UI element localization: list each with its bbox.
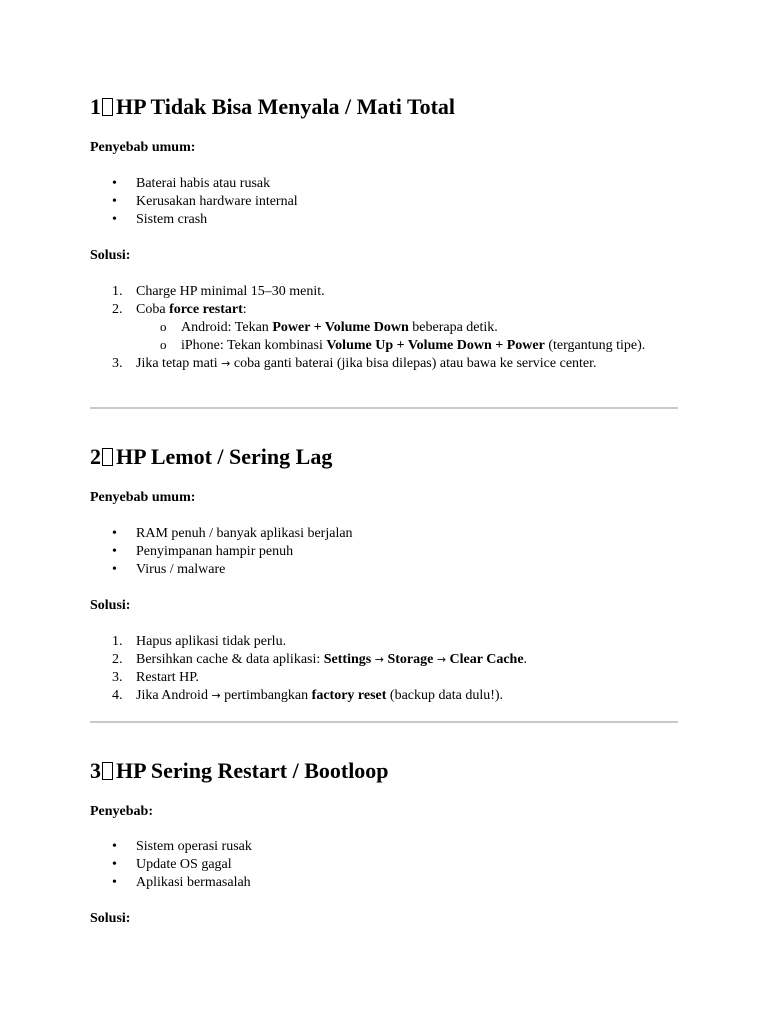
section-1-causes-list — [90, 175, 678, 229]
list-item: • Penyimpanan hampir penuh — [90, 543, 678, 561]
section-1-sublist — [136, 319, 678, 355]
section-1-heading — [90, 94, 455, 120]
list-item: 2. Coba force restart: o Android: Tekan Power + Volume Down beberapa detik. o iPhone: Tekan kombinasi Volume Up + Volume Down + Power (tergantung tipe). — [90, 301, 678, 355]
horizontal-divider — [90, 721, 678, 723]
sub-list-item: o Android: Tekan Power + Volume Down beberapa detik. — [136, 319, 678, 337]
section-2-number: 2 — [90, 444, 101, 469]
section-3-heading — [90, 758, 389, 784]
missing-glyph-box — [102, 98, 113, 116]
list-item: • Kerusakan hardware internal — [90, 193, 678, 211]
list-item: 1. Hapus aplikasi tidak perlu. — [112, 634, 287, 649]
arrow-icon: → — [221, 357, 231, 370]
sub-list-item: o iPhone: Tekan kombinasi Volume Up + Volume Down + Power (tergantung tipe). — [136, 337, 678, 355]
section-3-causes-list — [90, 838, 678, 892]
section-2-title: HP Lemot / Sering Lag — [116, 444, 333, 469]
section-2-causes-label: Penyebab umum: — [90, 490, 196, 505]
section-3-number: 3 — [90, 758, 101, 783]
section-3-causes-label: Penyebab: — [90, 804, 153, 819]
arrow-icon: → — [374, 653, 384, 666]
section-1-title: HP Tidak Bisa Menyala / Mati Total — [116, 94, 456, 119]
section-1-solution-label: Solusi: — [90, 248, 131, 263]
list-item: • Virus / malware — [90, 561, 678, 579]
horizontal-divider — [90, 407, 678, 409]
section-1-number: 1 — [90, 94, 101, 119]
arrow-icon: → — [211, 689, 221, 702]
list-item: • RAM penuh / banyak aplikasi berjalan — [90, 525, 678, 543]
section-2-causes-list — [90, 525, 678, 579]
section-1-causes-label: Penyebab umum: — [90, 140, 196, 155]
list-item: 4. Jika Android → pertimbangkan factory reset (backup data dulu!). — [112, 688, 504, 703]
list-item: • Baterai habis atau rusak — [90, 175, 678, 193]
section-3-title: HP Sering Restart / Bootloop — [116, 758, 389, 783]
missing-glyph-box — [102, 448, 113, 466]
section-2-solution-list — [90, 633, 678, 705]
list-item: • Update OS gagal — [90, 856, 678, 874]
section-2-heading — [90, 444, 332, 470]
section-1-solution-list — [90, 283, 678, 373]
list-item: 2. Bersihkan cache & data aplikasi: Settings → Storage → Clear Cache. — [112, 652, 528, 667]
list-item: • Sistem operasi rusak — [90, 838, 678, 856]
arrow-icon: → — [436, 653, 447, 666]
list-item: 1. Charge HP minimal 15–30 menit. — [112, 284, 325, 299]
section-2-solution-label: Solusi: — [90, 598, 131, 613]
missing-glyph-box — [102, 762, 113, 780]
list-item: • Aplikasi bermasalah — [90, 874, 678, 892]
list-item: 3. Jika tetap mati → coba ganti baterai (jika bisa dilepas) atau bawa ke service center. — [112, 356, 597, 371]
list-item: 3. Restart HP. — [112, 670, 199, 685]
list-item: • Sistem crash — [90, 211, 678, 229]
section-3-solution-label: Solusi: — [90, 911, 131, 926]
